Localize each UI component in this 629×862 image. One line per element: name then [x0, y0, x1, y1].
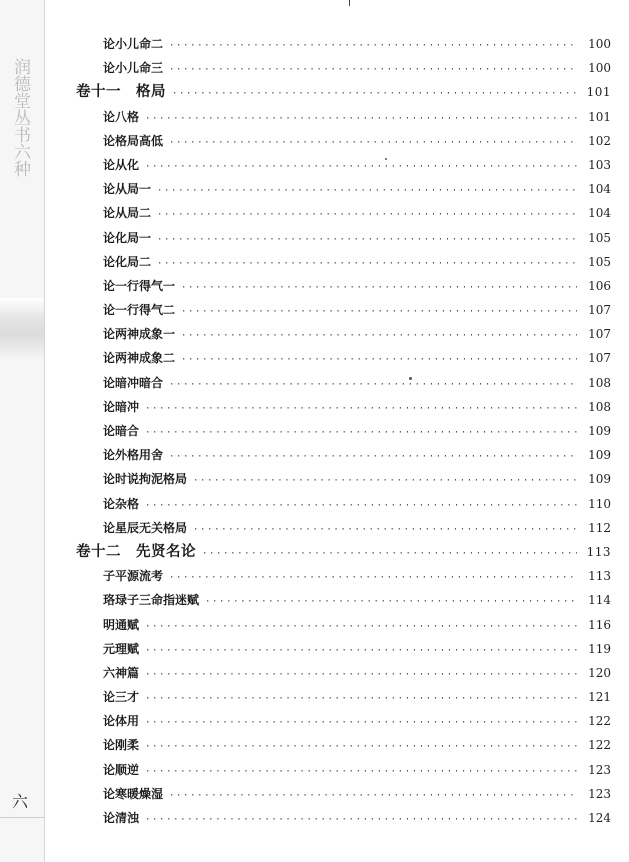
dot-leader	[145, 155, 577, 179]
toc-page-number: 122	[588, 738, 611, 753]
dot-leader	[157, 252, 577, 276]
toc-page-number: 109	[588, 448, 611, 463]
toc-entry-title: 珞琭子三命指迷赋	[103, 593, 200, 608]
toc-entry	[76, 758, 611, 782]
toc-page-number: 114	[588, 593, 611, 608]
toc-page-number: 105	[588, 254, 611, 269]
toc-entry-title: 论化局二	[103, 254, 152, 269]
toc-chapter-heading	[76, 80, 611, 104]
toc-entry-title: 论小儿命三	[103, 61, 164, 76]
toc-entry	[76, 346, 611, 370]
toc-entry-title: 论格局高低	[103, 133, 164, 148]
toc-entry-title: 论三才	[103, 690, 140, 705]
toc-entry	[76, 443, 611, 467]
toc-page-number: 120	[588, 665, 611, 680]
toc-entry	[76, 467, 611, 491]
toc-entry-title: 论化局一	[103, 230, 152, 245]
dot-leader	[145, 735, 577, 759]
toc-entry-title: 明通赋	[103, 617, 140, 632]
dot-leader	[145, 808, 577, 832]
toc-entry	[76, 733, 611, 757]
toc-entry-title: 论从局一	[103, 182, 152, 197]
toc-page-number: 107	[588, 303, 611, 318]
table-of-contents	[76, 32, 611, 830]
toc-page-number: 107	[588, 327, 611, 342]
toc-page-number: 104	[588, 182, 611, 197]
toc-entry-title: 论暗冲暗合	[103, 375, 164, 390]
dot-leader	[145, 397, 577, 421]
toc-entry-title: 卷十一 格局	[76, 83, 166, 101]
toc-entry-title: 论两神成象二	[103, 351, 176, 366]
dot-leader	[169, 131, 577, 155]
toc-page-number: 106	[588, 278, 611, 293]
series-title: 润德堂丛书六种	[10, 58, 30, 177]
toc-entry-title: 论小儿命二	[103, 37, 164, 51]
toc-page-number: 123	[588, 786, 611, 801]
binding-shadow	[0, 298, 44, 358]
dot-leader	[169, 58, 577, 82]
toc-entry-title: 论星辰无关格局	[103, 520, 188, 535]
dot-leader	[145, 687, 577, 711]
dot-leader	[145, 663, 577, 687]
toc-entry-title: 论刚柔	[103, 738, 140, 753]
toc-entry	[76, 564, 611, 588]
toc-entry	[76, 613, 611, 637]
toc-entry	[76, 637, 611, 661]
toc-entry-title: 论杂格	[103, 496, 140, 511]
toc-entry-title: 论从化	[103, 157, 140, 172]
toc-page-number: 102	[588, 133, 611, 148]
toc-page-number: 112	[588, 520, 611, 535]
toc-entry-title: 论八格	[103, 109, 140, 124]
dot-leader	[169, 784, 577, 808]
dot-leader	[157, 228, 577, 252]
toc-page-number: 109	[588, 424, 611, 438]
toc-page-number: 113	[588, 569, 611, 584]
toc-entry-title: 元理赋	[103, 641, 140, 656]
toc-entry	[76, 32, 611, 56]
toc-entry	[76, 201, 611, 225]
toc-entry-title: 六神篇	[103, 665, 140, 680]
dot-leader	[169, 373, 577, 397]
toc-entry	[76, 419, 611, 443]
dot-leader	[157, 179, 577, 203]
dot-leader	[145, 760, 577, 784]
toc-entry	[76, 492, 611, 516]
toc-page-number: 107	[588, 351, 611, 366]
toc-page-number: 119	[588, 641, 611, 656]
toc-entry-title: 卷十二 先贤名论	[76, 542, 196, 560]
toc-entry-title: 论顺逆	[103, 762, 140, 777]
top-crop-mark	[349, 0, 350, 6]
dot-leader	[181, 348, 577, 372]
toc-page-number: 116	[588, 617, 611, 632]
toc-page-number: 103	[588, 157, 611, 172]
toc-entry-title: 论暗合	[103, 424, 140, 438]
toc-page-number: 113	[586, 544, 611, 559]
dot-leader	[145, 615, 577, 639]
toc-entry-title: 论从局二	[103, 206, 152, 221]
toc-entry	[76, 395, 611, 419]
toc-entry-title: 论两神成象一	[103, 327, 176, 342]
toc-chapter-heading	[76, 540, 611, 564]
dot-leader	[145, 107, 577, 131]
toc-page-number: 121	[588, 690, 611, 705]
toc-page-number: 124	[588, 811, 611, 825]
dot-leader	[181, 324, 577, 348]
toc-page-number: 101	[586, 85, 611, 100]
toc-entry	[76, 105, 611, 129]
toc-entry-title: 子平源流考	[103, 569, 164, 584]
dot-leader	[181, 300, 577, 324]
toc-entry-title: 论体用	[103, 714, 140, 729]
dot-leader	[145, 711, 577, 735]
toc-entry	[76, 782, 611, 806]
toc-page-number: 110	[588, 496, 611, 511]
toc-entry	[76, 322, 611, 346]
dot-leader	[202, 542, 577, 566]
toc-page-number: 100	[588, 37, 611, 51]
toc-page-number: 123	[588, 762, 611, 777]
toc-entry-title: 论暗冲	[103, 399, 140, 414]
toc-entry	[76, 153, 611, 177]
dot-leader	[193, 469, 577, 493]
toc-page-number: 122	[588, 714, 611, 729]
dot-leader	[169, 34, 577, 58]
dot-leader	[181, 276, 577, 300]
toc-entry-title: 论一行得气二	[103, 303, 176, 318]
dot-leader	[145, 494, 577, 518]
toc-entry	[76, 56, 611, 80]
toc-page-number: 104	[588, 206, 611, 221]
toc-entry	[76, 588, 611, 612]
toc-page-number: 101	[588, 109, 611, 124]
toc-entry-title: 论寒暖燥湿	[103, 786, 164, 801]
toc-entry-title: 论清浊	[103, 811, 140, 825]
dot-leader	[193, 518, 577, 542]
toc-entry	[76, 129, 611, 153]
dot-leader	[157, 203, 577, 227]
toc-entry	[76, 371, 611, 395]
toc-entry	[76, 226, 611, 250]
toc-entry-title: 论一行得气一	[103, 278, 176, 293]
page-number-divider	[0, 817, 44, 818]
toc-entry	[76, 274, 611, 298]
toc-entry-title: 论时说拘泥格局	[103, 472, 188, 487]
toc-page-number: 109	[588, 472, 611, 487]
toc-entry	[76, 685, 611, 709]
toc-entry	[76, 250, 611, 274]
dot-leader	[145, 639, 577, 663]
dot-leader	[169, 566, 577, 590]
toc-page-number: 108	[588, 375, 611, 390]
dot-leader	[205, 590, 577, 614]
toc-entry	[76, 806, 611, 830]
toc-entry	[76, 298, 611, 322]
dot-leader	[145, 421, 577, 445]
toc-page-number: 105	[588, 230, 611, 245]
toc-page-number: 108	[588, 399, 611, 414]
toc-entry	[76, 661, 611, 685]
page-number: 六	[12, 792, 29, 811]
dot-leader	[172, 82, 577, 106]
toc-page-number: 100	[588, 61, 611, 76]
toc-entry-title: 论外格用舍	[103, 448, 164, 463]
toc-entry	[76, 709, 611, 733]
toc-entry	[76, 516, 611, 540]
toc-entry	[76, 177, 611, 201]
dot-leader	[169, 445, 577, 469]
